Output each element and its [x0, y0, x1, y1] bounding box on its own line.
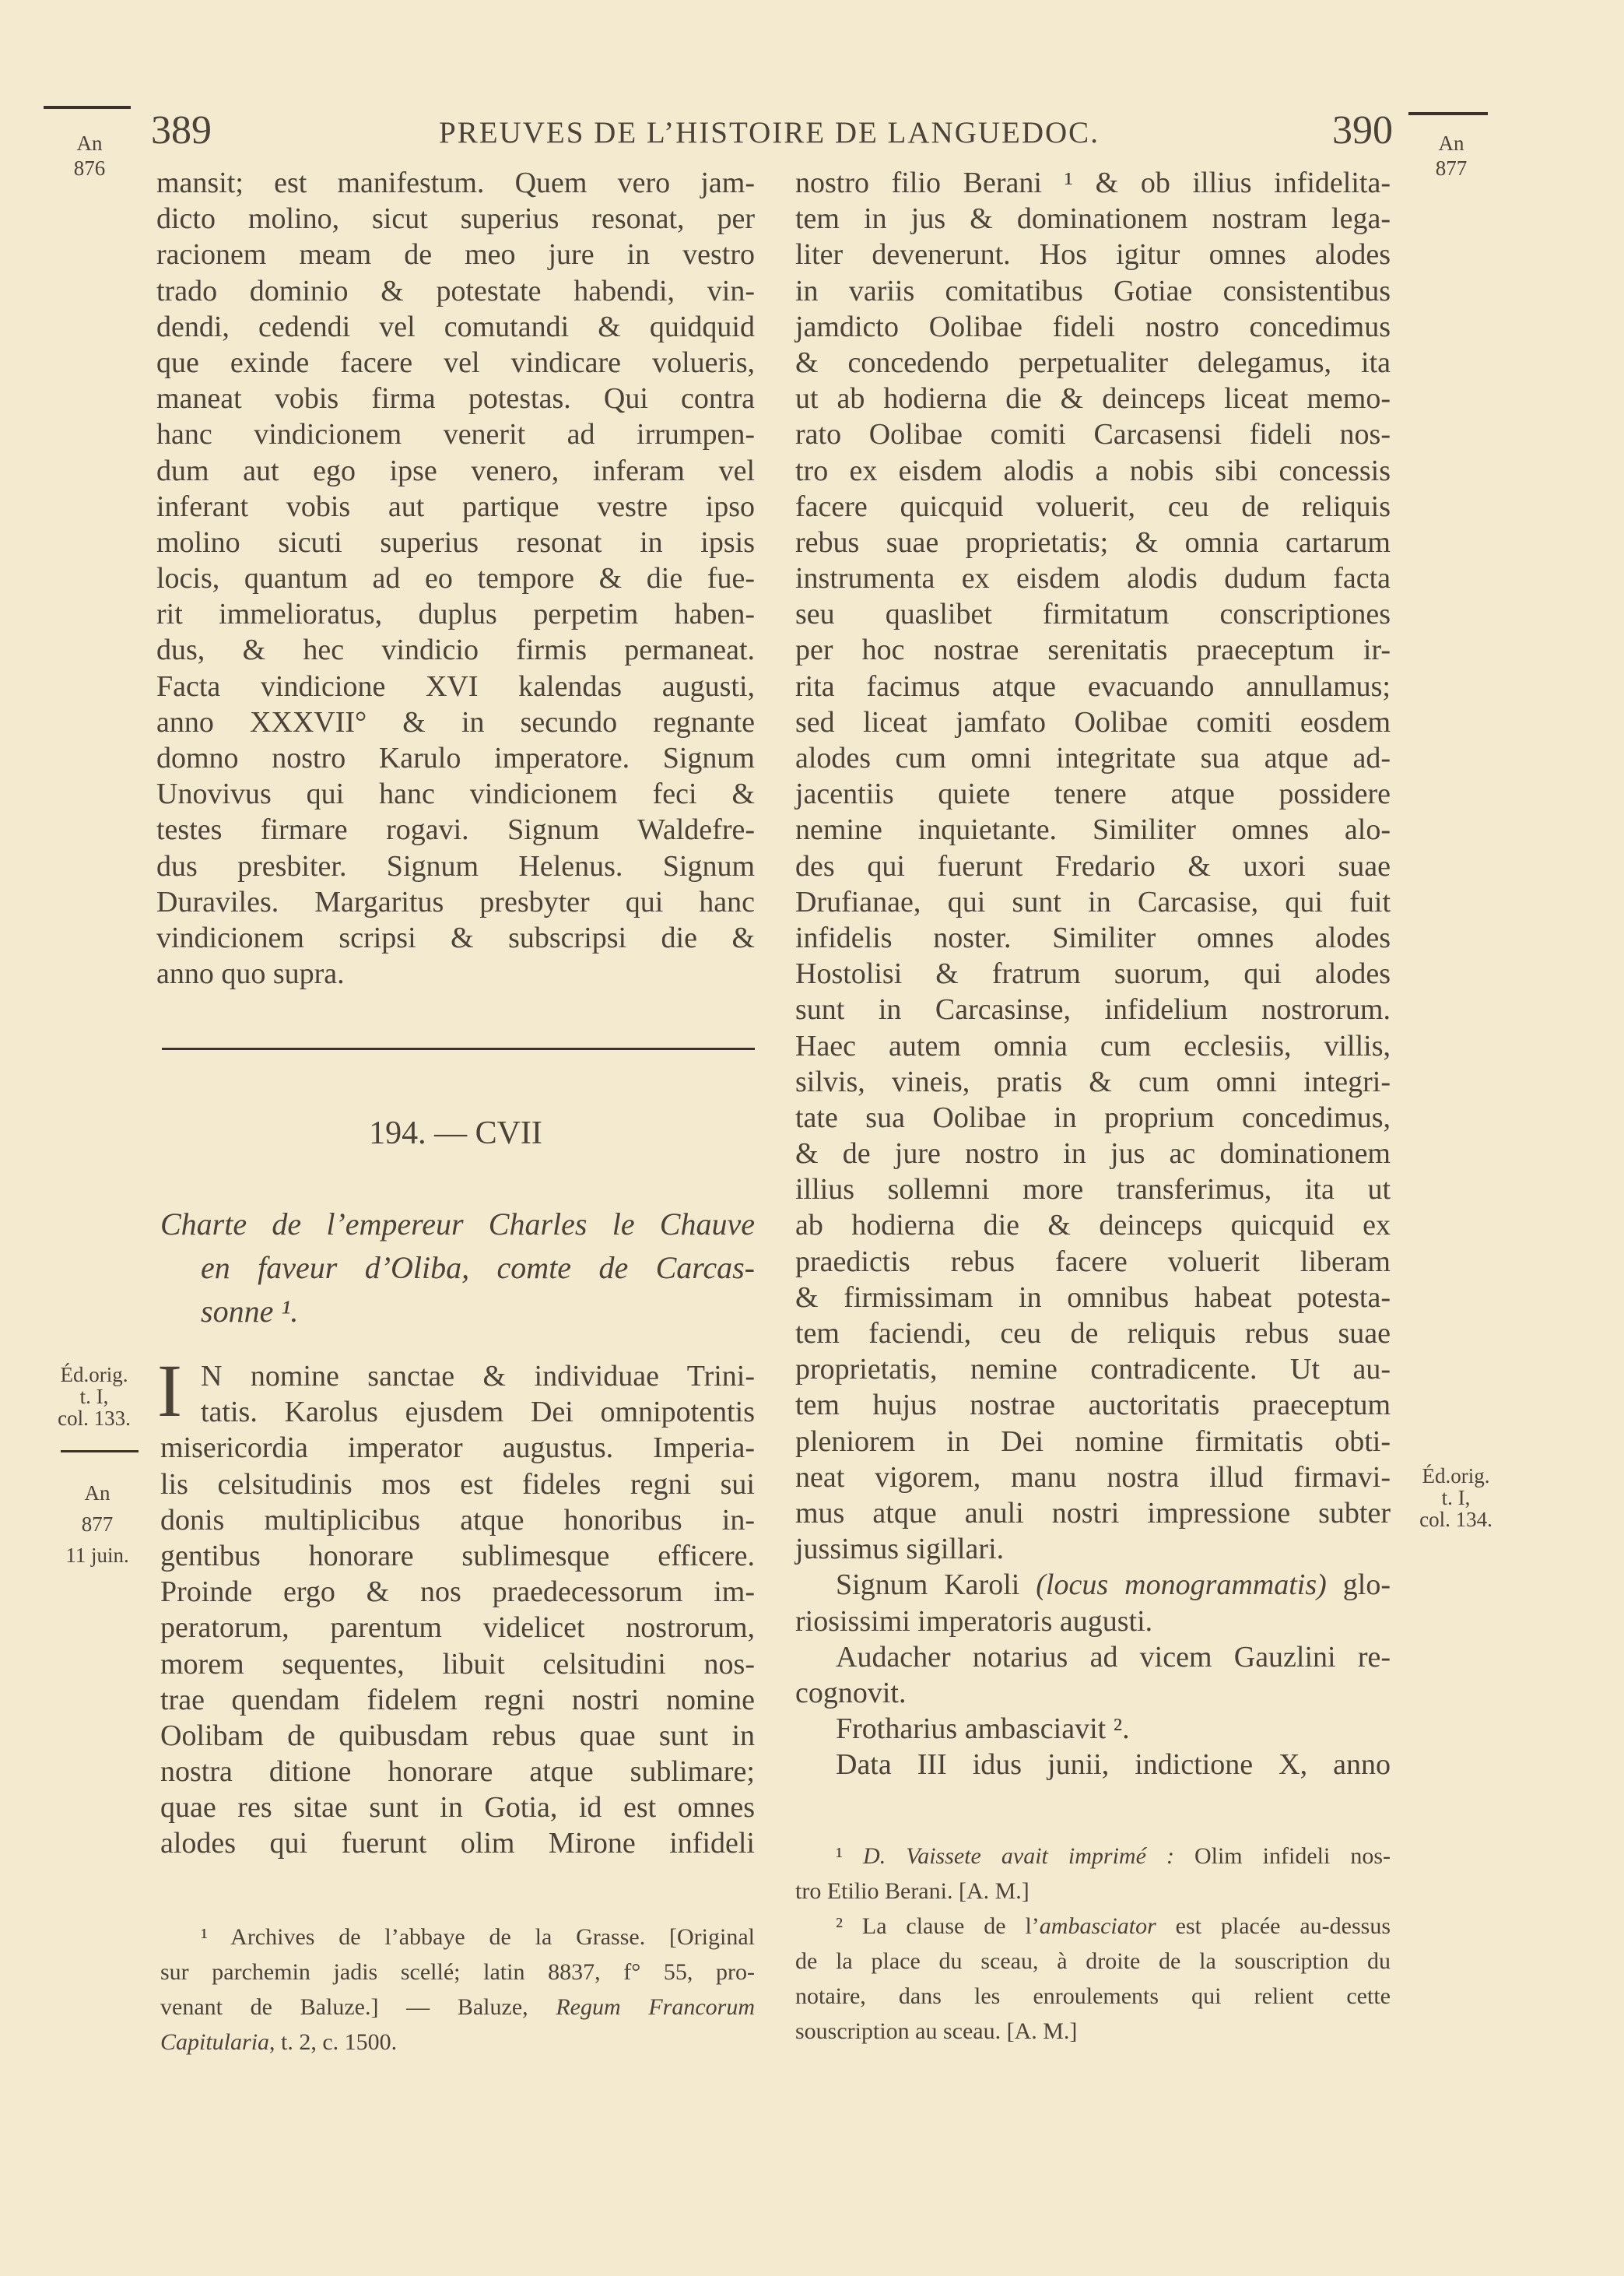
drop-cap: I: [157, 1349, 182, 1432]
text-segment: ² La clause de l’: [836, 1913, 1040, 1939]
text-line: testes firmare rogavi. Signum Waldefre-: [156, 813, 755, 847]
text-line: [795, 1944, 1391, 1979]
top-right-rule: [1408, 112, 1488, 115]
text-line: per hoc nostrae serenitatis praeceptum ir-: [795, 634, 1391, 667]
text-line: anno quo supra.: [156, 957, 345, 991]
text-line: & de jure nostro in jus ac dominationem: [795, 1137, 1391, 1171]
footnote-1: [160, 1919, 755, 2060]
margin-text: col. 134.: [1419, 1508, 1492, 1531]
margin-text: col. 133.: [58, 1407, 131, 1430]
running-title: PREUVES DE L’HISTOIRE DE LANGUEDOC.: [439, 116, 1100, 149]
italic-segment: ambasciator: [1039, 1913, 1156, 1939]
text-line: & firmissimam in omnibus habeat potesta-: [795, 1280, 1391, 1314]
text-line: cognovit.: [795, 1676, 907, 1709]
text-line: N nomine sanctae & individuae Trini-: [201, 1360, 755, 1393]
text-line: [795, 1874, 1391, 1909]
text-line: Oolibam de quibusdam rebus quae sunt in: [160, 1719, 755, 1752]
text-line: Drufianae, qui sunt in Carcasise, qui fuit: [795, 885, 1391, 918]
text-line: morem sequentes, libuit celsitudini nos-: [160, 1647, 755, 1681]
text-line: mansit; est manifestum. Quem vero jam-: [156, 167, 755, 199]
text-line: lis celsitudinis mos est fideles regni sui: [160, 1467, 755, 1501]
text-line: mus atque anuli nostri impressione subter: [795, 1496, 1391, 1530]
text-line: & concedendo perpetualiter delegamus, ita: [795, 346, 1391, 379]
text-line: tro ex eisdem alodis a nobis sibi concessis: [795, 454, 1391, 487]
text-segment: souscription au sceau. [A. M.]: [795, 2018, 1078, 2044]
text-line: sunt in Carcasinse, infidelium nostrorum.: [795, 993, 1391, 1027]
text-line: maneat vobis firma potestas. Qui contra: [156, 382, 755, 416]
text-line: jamdicto Oolibae fideli nostro concedimus: [795, 310, 1391, 343]
text-segment: , t. 2, c. 1500.: [269, 2029, 398, 2055]
text-line: dum aut ego ipse venero, inferam vel: [156, 454, 755, 487]
text-line: pleniorem in Dei nomine firmitatis obti-: [795, 1424, 1391, 1458]
paragraph: [795, 1747, 1391, 1783]
text-line: [795, 1909, 1391, 1944]
text-line: [160, 1919, 755, 1955]
text-line: misericordia imperator augustus. Imperia-: [160, 1431, 755, 1465]
text-line: Facta vindicione XVI kalendas augusti,: [156, 669, 755, 703]
text-line: molino sicuti superius resonat in ipsis: [156, 525, 755, 559]
text-line: tate sua Oolibae in proprium concedimus,: [795, 1101, 1391, 1134]
text-line: hanc vindicionem venerit ad irrumpen-: [156, 418, 755, 451]
text-line: quae res sitae sunt in Gotia, id est omnes: [160, 1791, 755, 1825]
text-line: instrumenta ex eisdem alodis dudum facta: [795, 562, 1391, 595]
top-left-rule: [44, 106, 131, 109]
right-page-number: 390: [1332, 108, 1393, 153]
italic-segment: Regum Francorum: [556, 1994, 755, 2020]
margin-text: Éd.orig.: [1422, 1464, 1490, 1487]
text-line: neat vigorem, manu nostra illud firmavi-: [795, 1460, 1391, 1494]
margin-text: 11 juin.: [65, 1544, 129, 1567]
text-line: nemine inquietante. Similiter omnes alo-: [795, 813, 1391, 847]
text-line: proprietatis, nemine contradicente. Ut au-: [795, 1353, 1391, 1386]
text-line: Data III idus junii, indictione X, anno: [836, 1748, 1391, 1782]
margin-label: An: [1438, 132, 1464, 155]
text-line: [795, 1567, 1391, 1603]
text-line: facere quicquid voluerit, ceu de reliquis: [795, 490, 1391, 523]
text-line: Unovivus qui hanc vindicionem feci &: [156, 778, 755, 811]
text-line: jacentiis quiete tenere atque possidere: [795, 778, 1391, 811]
text-line: [795, 1839, 1391, 1874]
text-line: Audacher notarius ad vicem Gauzlini re-: [836, 1640, 1391, 1674]
text-line: vindicionem scripsi & subscripsi die &: [156, 921, 755, 954]
text-line: dendi, cedendi vel comutandi & quidquid: [156, 310, 755, 343]
left-footnote: [160, 1919, 755, 2060]
text-line: gentibus honorare sublimesque efficere.: [160, 1539, 755, 1572]
margin-year-right-top: [1416, 131, 1486, 181]
text-line: illius sollemni more transferimus, ita ut: [795, 1173, 1391, 1206]
text-line: seu quaslibet firmitatum conscriptiones: [795, 598, 1391, 631]
text-line: Hostolisi & fratrum suorum, qui alodes: [795, 957, 1391, 991]
text-line: liter devenerunt. Hos igitur omnes alodes: [795, 238, 1391, 272]
text-line: ut ab hodierna die & deinceps liceat memo-: [795, 382, 1391, 416]
text-line: racionem meam de meo jure in vestro: [156, 238, 755, 272]
text-line: nostro filio Berani ¹ & ob illius infidelita-: [795, 167, 1391, 199]
text-line: alodes cum omni integritate sua atque ad-: [795, 742, 1391, 774]
text-line: dus, & hec vindicio firmis permaneat.: [156, 634, 755, 667]
text-line: alodes qui fuerunt olim Mirone infideli: [160, 1827, 755, 1860]
text-line: Haec autem omnia cum ecclesiis, villis,: [795, 1029, 1391, 1062]
text-line: rita facimus atque evacuando annullamus;: [795, 669, 1391, 703]
italic-segment: Capitularia: [160, 2029, 270, 2055]
right-column-text: [795, 165, 1391, 1783]
margin-text: t. I,: [1441, 1486, 1471, 1509]
text-segment: de la place du sceau, à droite de la souscription du: [795, 1948, 1391, 1974]
margin-year: 876: [73, 156, 106, 180]
text-line: silvis, vineis, pratis & cum omni integri-: [795, 1065, 1391, 1098]
text-line: in variis comitatibus Gotiae consistentibus: [795, 274, 1391, 307]
margin-text: t. I,: [79, 1385, 109, 1408]
text-segment: venant de Baluze.] — Baluze,: [160, 1994, 556, 2020]
text-line: rebus suae proprietatis; & omnia cartarum: [795, 525, 1391, 559]
text-line: nostra ditione honorare atque sublimare;: [160, 1755, 755, 1789]
text-segment: est placée au-dessus: [1156, 1913, 1391, 1939]
text-line: [160, 1955, 755, 1990]
text-line: sed liceat jamfato Oolibae comiti eosdem: [795, 705, 1391, 739]
text-line: rato Oolibae comiti Carcasensi fideli nos-: [795, 418, 1391, 451]
text-line: tem in jus & dominationem nostram lega-: [795, 202, 1391, 236]
text-line: Proinde ergo & nos praedecessorum im-: [160, 1575, 755, 1609]
text-line: tem faciendi, ceu de reliquis rebus suae: [795, 1317, 1391, 1350]
text-line: locis, quantum ad eo tempore & die fue-: [156, 562, 755, 595]
margin-text: An: [84, 1481, 110, 1505]
text-line: que exinde facere vel vindicare volueris,: [156, 346, 755, 379]
text-segment: sur parchemin jadis scellé; latin 8837, f° 55, pro-: [160, 1959, 755, 1985]
footnote-2: [795, 1909, 1391, 2049]
margin-year: 877: [1435, 156, 1468, 180]
text-line: peratorum, parentum videlicet nostrorum,: [160, 1611, 755, 1645]
text-segment: Signum Karoli: [836, 1568, 1036, 1602]
left-column-continued-text: [156, 165, 755, 992]
title-line: en faveur d’Oliba, comte de Carcas-: [201, 1250, 755, 1285]
text-line: Duraviles. Margaritus presbyter qui hanc: [156, 885, 755, 918]
margin-date-left: [54, 1477, 140, 1571]
text-line: des qui fuerunt Fredario & uxori suae: [795, 849, 1391, 883]
text-line: Frotharius ambasciavit ².: [836, 1712, 1130, 1746]
text-segment: ¹: [836, 1843, 864, 1869]
text-line: praedictis rebus facere voluerit liberam: [795, 1245, 1391, 1278]
text-line: riosissimi imperatoris augusti.: [795, 1604, 1153, 1638]
text-line: domno nostro Karulo imperatore. Signum: [156, 742, 755, 774]
text-segment: notaire, dans les enroulements qui relient cette: [795, 1983, 1391, 2009]
document-number: 194. — CVII: [369, 1115, 542, 1151]
text-line: tem hujus nostrae auctoritatis praeceptum: [795, 1389, 1391, 1422]
text-line: trado dominio & potestate habendi, vin-: [156, 274, 755, 307]
left-page-number: 389: [151, 108, 212, 153]
text-segment: ¹ Archives de l’abbaye de la Grasse. [Original: [201, 1924, 755, 1950]
text-line: rit immelioratus, duplus perpetim haben-: [156, 598, 755, 631]
margin-label: An: [76, 132, 103, 155]
text-line: ab hodierna die & deinceps quicquid ex: [795, 1209, 1391, 1242]
title-line: Charte de l’empereur Charles le Chauve: [160, 1206, 755, 1242]
margin-year-left-top: [54, 131, 125, 181]
margin-text: Éd.orig.: [60, 1363, 128, 1386]
text-line: tatis. Karolus ejusdem Dei omnipotentis: [201, 1396, 755, 1429]
text-line: [160, 1990, 755, 2025]
italic-segment: D. Vaissete avait imprimé :: [863, 1843, 1174, 1869]
text-line: infidelis noster. Similiter omnes alodes: [795, 921, 1391, 954]
text-segment: tro Etilio Berani. [A. M.]: [795, 1878, 1029, 1904]
right-footnotes: [795, 1839, 1391, 2049]
text-line: [160, 2025, 755, 2060]
text-line: inferant vobis aut partique vestre ipso: [156, 490, 755, 523]
title-line: sonne ¹.: [201, 1294, 299, 1329]
text-line: jussimus sigillari.: [795, 1533, 1005, 1566]
text-line: dicto molino, sicut superius resonat, per: [156, 202, 755, 236]
section-divider: [162, 1048, 755, 1050]
margin-text: 877: [81, 1512, 114, 1536]
paragraph: [795, 1711, 1391, 1747]
footnote-1: [795, 1839, 1391, 1909]
text-line: donis multiplicibus atque honoribus in-: [160, 1503, 755, 1537]
text-line: [795, 2014, 1391, 2049]
margin-divider: [61, 1450, 139, 1452]
italic-segment: (locus monogrammatis): [1036, 1568, 1327, 1602]
text-line: [795, 1979, 1391, 2014]
charter-body: [157, 1349, 755, 1862]
paragraph: [795, 1567, 1391, 1639]
text-segment: glo-: [1326, 1568, 1391, 1602]
margin-edition-ref-left: [44, 1364, 145, 1429]
text-segment: Olim infideli nos-: [1173, 1843, 1391, 1869]
text-line: dus presbiter. Signum Helenus. Signum: [156, 849, 755, 883]
text-line: trae quendam fidelem regni nostri nomine: [160, 1683, 755, 1716]
paragraph: [795, 1639, 1391, 1711]
paragraph: [795, 165, 1391, 1567]
text-line: anno XXXVII° & in secundo regnante: [156, 705, 755, 739]
margin-edition-ref-right: [1405, 1465, 1506, 1530]
document-title: [160, 1203, 755, 1333]
